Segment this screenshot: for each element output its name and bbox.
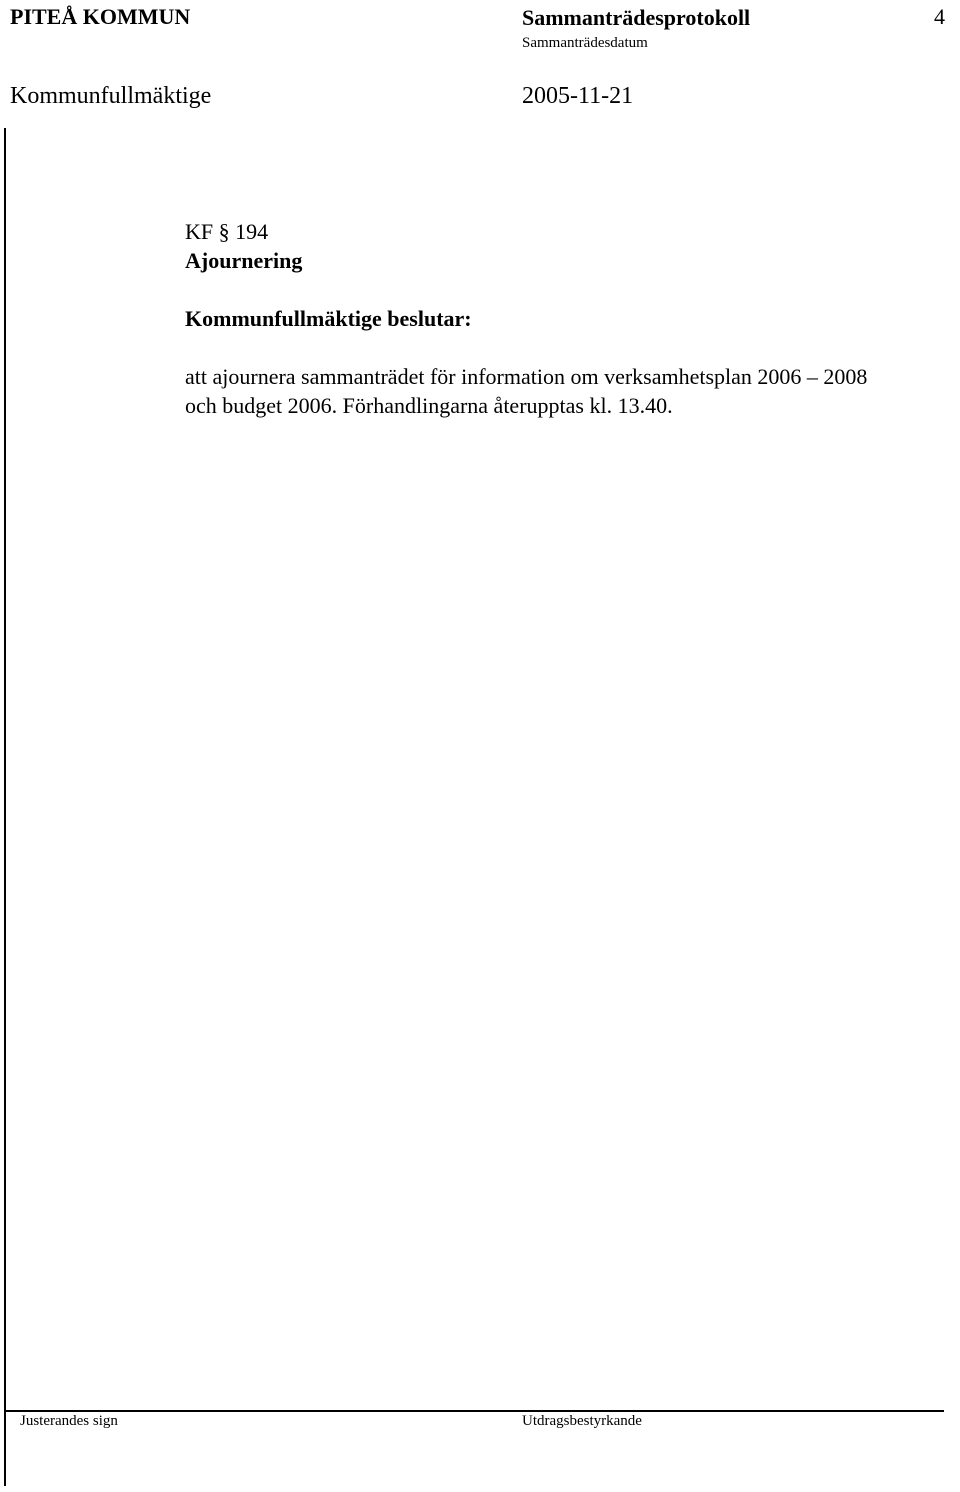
governing-body-name: Kommunfullmäktige: [10, 83, 212, 109]
decision-text-line: att ajournera sammanträdet för information om verksamhetsplan 2006 – 2008: [185, 364, 868, 389]
section-id: KF § 194: [185, 219, 269, 244]
signature-label: Justerandes sign: [20, 1413, 118, 1429]
meeting-date: 2005-11-21: [522, 83, 634, 109]
certification-label: Utdragsbestyrkande: [522, 1413, 642, 1429]
meeting-date-label: Sammanträdesdatum: [522, 35, 648, 51]
page-number: 4: [934, 4, 945, 29]
decision-text-line: och budget 2006. Förhandlingarna återupptas kl. 13.40.: [185, 393, 673, 418]
section-title: Ajournering: [185, 248, 303, 273]
decision-heading: Kommunfullmäktige beslutar:: [185, 306, 472, 331]
left-margin-rule: [4, 128, 6, 1486]
footer-rule: [6, 1410, 944, 1412]
document-type-title: Sammanträdesprotokoll: [522, 5, 751, 30]
organization-name: PITEÅ KOMMUN: [10, 4, 191, 29]
